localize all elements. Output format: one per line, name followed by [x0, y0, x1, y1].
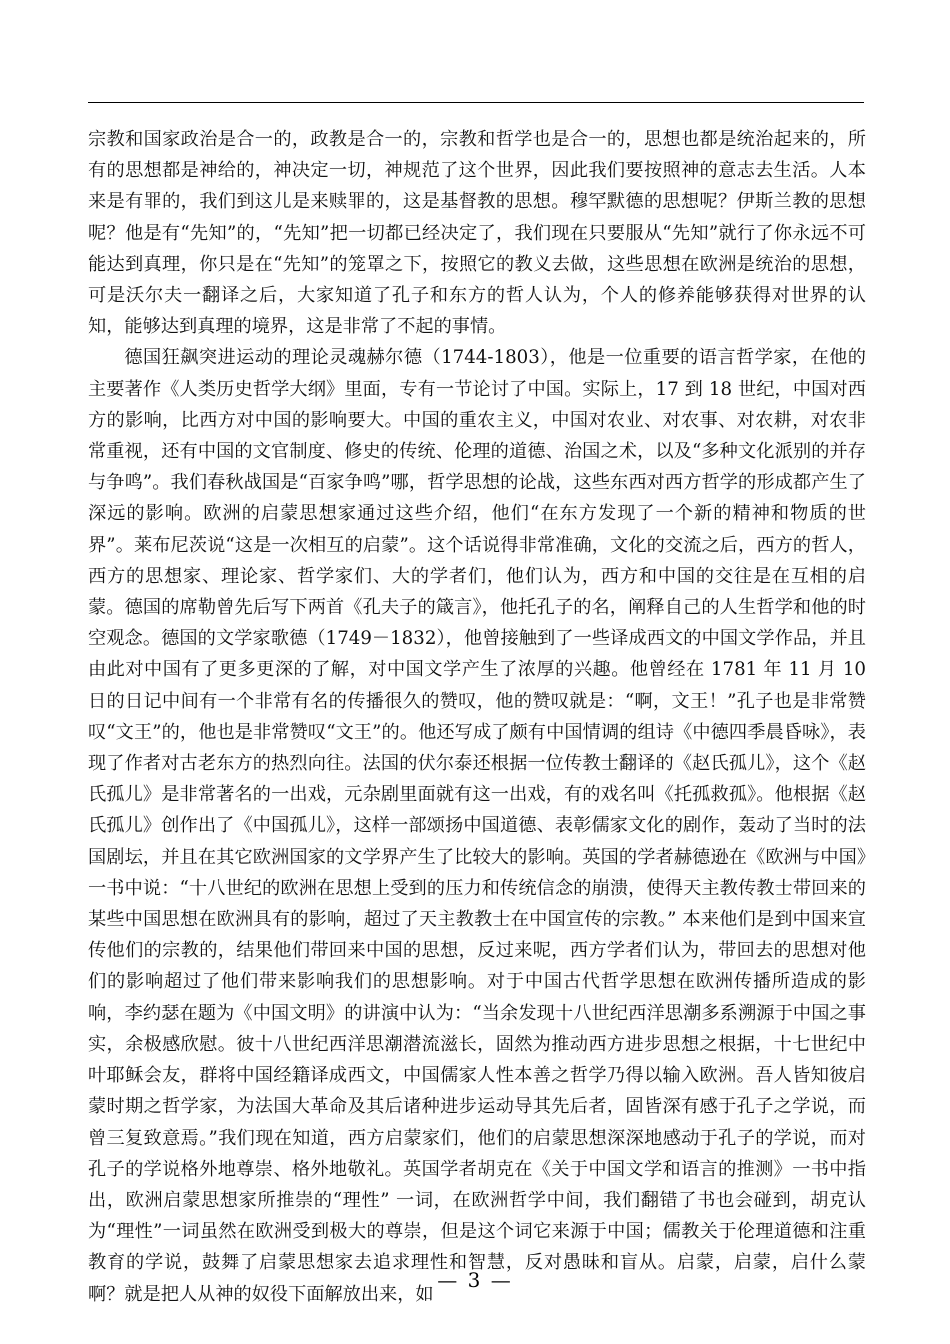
- header-rule: [88, 102, 864, 103]
- page-number: — 3 —: [437, 1268, 513, 1292]
- paragraph-2: 德国狂飙突进运动的理论灵魂赫尔德（1744-1803），他是一位重要的语言哲学家，在他的主要著作《人类历史哲学大纲》里面，专有一节论讨了中国。实际上，17 到 18 世纪，中国对西方的影响，比西方对中国的影响要大。中国的重农主义，中国对农业、对农事、对农耕，对农非常重视，还有中国的文官制度、修史的传统、伦理的道德、治国之术，以及“多种文化派别的并存与争鸣”。我们春秋战国是“百家争鸣”哪，哲学思想的论战，这些东西对西方哲学的形成都产生了深远的影响。欧洲的启蒙思想家通过这些介绍，他们“在东方发现了一个新的精神和物质的世界”。莱布尼茨说“这是一次相互的启蒙”。这个话说得非常准确，文化的交流之后，西方的哲人，西方的思想家、理论家、哲学家们、大的学者们，他们认为，西方和中国的交往是在互相的启蒙。德国的席勒曾先后写下两首《孔夫子的箴言》，他托孔子的名，阐释自己的人生哲学和他的时空观念。德国的文学家歌德（1749－1832），他曾接触到了一些译成西文的中国文学作品，并且由此对中国有了更多更深的了解，对中国文学产生了浓厚的兴趣。他曾经在 1781 年 11 月 10 日的日记中间有一个非常有名的传播很久的赞叹，他的赞叹就是：“啊，文王！”孔子也是非常赞叹“文王”的，他也是非常赞叹“文王”的。他还写成了颇有中国情调的组诗《中德四季晨昏咏》，表现了作者对古老东方的热烈向往。法国的伏尔泰还根据一位传教士翻译的《赵氏孤儿》，这个《赵氏孤儿》是非常著名的一出戏，元杂剧里面就有这一出戏，有的戏名叫《托孤救孤》。他根据《赵氏孤儿》创作出了《中国孤儿》，这样一部颂扬中国道德、表彰儒家文化的剧作，轰动了当时的法国剧坛，并且在其它欧洲国家的文学界产生了比较大的影响。英国的学者赫德逊在《欧洲与中国》一书中说：“十八世纪的欧洲在思想上受到的压力和传统信念的崩溃，使得天主教传教士带回来的某些中国思想在欧洲具有的影响，超过了天主教教士在中国宣传的宗教。” 本来他们是到中国来宣传他们的宗教的，结果他们带回来中国的思想，反过来呢，西方学者们认为，带回去的思想对他们的影响超过了他们带来影响我们的思想影响。对于中国古代哲学思想在欧洲传播所造成的影响，李约瑟在题为《中国文明》的讲演中认为：“当余发现十八世纪西洋思潮多系溯源于中国之事实，余极感欣慰。彼十八世纪西洋思潮潜流滋长，固然为推动西方进步思想之根据，十七世纪中叶耶稣会友，群将中国经籍译成西文，中国儒家人性本善之哲学乃得以输入欧洲。吾人皆知彼启蒙时期之哲学家，为法国大革命及其后诸种进步运动导其先后者，固皆深有感于孔子之学说，而曾三复致意焉。”我们现在知道，西方启蒙家们，他们的启蒙思想深深地感动于孔子的学说，而对孔子的学说格外地尊崇、格外地敬礼。英国学者胡克在《关于中国文学和语言的推测》一书中指出，欧洲启蒙思想家所推崇的“理性” 一词，在欧洲哲学中间，我们翻错了书也会碰到，胡克认为“理性”一词虽然在欧洲受到极大的尊崇，但是这个词它来源于中国；儒教关于伦理道德和注重教育的学说，鼓舞了启蒙思想家去追求理性和智慧，反对愚昧和盲从。启蒙，启蒙，启什么蒙啊？就是把人从神的奴役下面解放出来，如: [88, 347, 866, 1305]
- paragraph-1: 宗教和国家政治是合一的，政教是合一的，宗教和哲学也是合一的，思想也都是统治起来的，所有的思想都是神给的，神决定一切，神规范了这个世界，因此我们要按照神的意志去生活。人本来是有罪的，我们到这儿是来赎罪的，这是基督教的思想。穆罕默德的思想呢？伊斯兰教的思想呢？他是有“先知”的，“先知”把一切都已经决定了，我们现在只要服从“先知”就行了你永远不可能达到真理，你只是在“先知”的笼罩之下，按照它的教义去做，这些思想在欧洲是统治的思想，可是沃尔夫一翻译之后，大家知道了孔子和东方的哲人认为，个人的修养能够获得对世界的认知，能够达到真理的境界，这是非常了不起的事情。: [88, 129, 866, 338]
- body-text: [88, 124, 866, 1310]
